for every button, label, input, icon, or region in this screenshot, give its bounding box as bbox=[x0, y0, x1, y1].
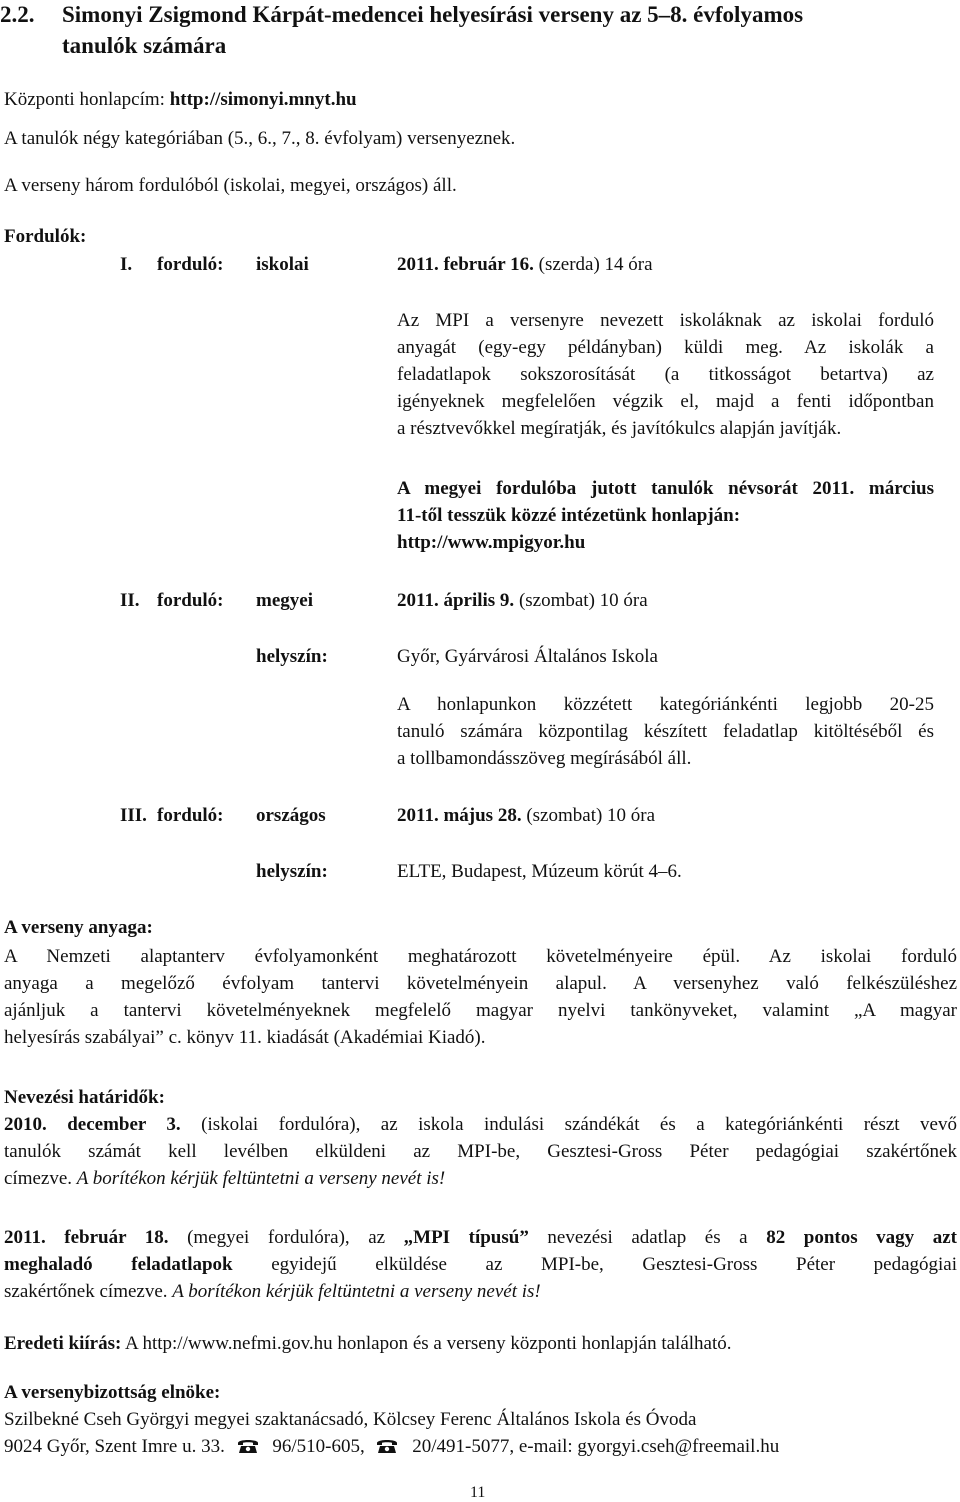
round3-keyword: forduló: bbox=[157, 805, 224, 826]
deadline2-part1: (megyei fordulóra), az bbox=[168, 1227, 404, 1248]
material-line: ajánljuk a tantervi követelményeknek megfelelő magyar nyelvi tankönyveket, valamint „A magyar bbox=[4, 1000, 957, 1021]
round3-date bbox=[397, 805, 655, 827]
original-label: Eredeti kiírás: bbox=[4, 1333, 122, 1354]
deadline1-line2: tanulók számát kell levélben elküldeni az MPI-be, Gesztesi-Gross Péter pedagógiai szakértőnek bbox=[4, 1141, 957, 1162]
deadline2-note: A borítékon kérjük feltüntetni a verseny nevét is! bbox=[172, 1281, 541, 1302]
homepage-label: Központi honlapcím: bbox=[4, 89, 170, 110]
round1-note bbox=[397, 478, 934, 559]
round3-date-rest: (szombat) 10 óra bbox=[521, 805, 656, 826]
round1-description bbox=[397, 310, 934, 445]
round1-note-line: A megyei fordulóba jutott tanulók névsorát 2011. március bbox=[397, 478, 934, 499]
page-number: 11 bbox=[470, 1484, 486, 1501]
round3-level: országos bbox=[256, 805, 326, 826]
round1-num: I. bbox=[120, 254, 133, 275]
round1-note-line: 11-től tesszük közzé intézetünk honlapján: bbox=[397, 505, 741, 526]
round1-note-url: http://www.mpigyor.hu bbox=[397, 532, 586, 553]
round2-description bbox=[397, 694, 934, 775]
section-title-line2: tanulók számára bbox=[62, 33, 227, 58]
section-title-line1: Simonyi Zsigmond Kárpát-medencei helyesírási verseny az 5–8. évfolyamos bbox=[62, 2, 804, 27]
round1-desc-line: feladatlapok sokszorosítását (a titkosságot betartva) az bbox=[397, 364, 934, 385]
material-body bbox=[4, 946, 957, 1054]
deadline2-line2-bold: meghaladó feladatlapok bbox=[4, 1254, 233, 1275]
deadline-1 bbox=[4, 1114, 957, 1195]
deadlines-heading: Nevezési határidők: bbox=[4, 1087, 165, 1108]
telephone-icon bbox=[236, 1437, 260, 1454]
deadline2-line3 bbox=[4, 1281, 957, 1308]
deadline1-line1 bbox=[4, 1114, 957, 1141]
deadline2-line2 bbox=[4, 1254, 957, 1281]
original-text: A http://www.nefmi.gov.hu honlapon és a verseny központi honlapján található. bbox=[121, 1333, 732, 1354]
deadline2-form-name: „MPI típusú” bbox=[403, 1227, 529, 1248]
round1-keyword: forduló: bbox=[157, 254, 224, 275]
round3-num: III. bbox=[120, 805, 147, 826]
round3-venue-label: helyszín: bbox=[256, 861, 328, 882]
categories-text: A tanulók négy kategóriában (5., 6., 7., 8. évfolyam) versenyeznek. bbox=[4, 128, 516, 149]
material-line: anyaga a megelőző évfolyam tantervi követelményein alapul. A versenyhez való felkészüléshez bbox=[4, 973, 957, 994]
deadline1-date: 2010. december 3. bbox=[4, 1114, 181, 1135]
deadline2-bold-end: 82 pontos vagy azt bbox=[766, 1227, 957, 1248]
round1-level: iskolai bbox=[256, 254, 309, 275]
round2-desc-line: A honlapunkon közzétett kategóriánkénti legjobb 20-25 bbox=[397, 694, 934, 715]
committee-heading: A versenybizottság elnöke: bbox=[4, 1382, 221, 1403]
material-heading: A verseny anyaga: bbox=[4, 917, 153, 938]
deadline1-note: A borítékon kérjük feltüntetni a verseny nevét is! bbox=[76, 1168, 446, 1189]
round2-keyword: forduló: bbox=[157, 590, 224, 611]
round2-desc-line: a tollbamondásszöveg megírásából áll. bbox=[397, 748, 692, 769]
material-line: A Nemzeti alaptanterv évfolyamonként meghatározott követelményeire épül. Az iskolai forduló bbox=[4, 946, 957, 967]
round2-num: II. bbox=[120, 590, 140, 611]
round1-date bbox=[397, 254, 653, 276]
deadline1-line1-rest: (iskolai fordulóra), az iskola indulási szándékát és a kategóriánkénti részt vevő bbox=[180, 1114, 957, 1135]
round1-desc-line: igényeknek megfelelően végzik el, majd a fenti időpontban bbox=[397, 391, 934, 412]
deadline1-line3 bbox=[4, 1168, 957, 1195]
deadline2-line2-rest: egyidejű elküldése az MPI-be, Gesztesi-Gross Péter pedagógiai bbox=[232, 1254, 957, 1275]
round2-level: megyei bbox=[256, 590, 313, 611]
round2-date-rest: (szombat) 10 óra bbox=[514, 590, 648, 611]
committee-phone2: 20/491-5077, e-mail: gyorgyi.cseh@freemail.hu bbox=[412, 1436, 780, 1457]
round2-venue-label: helyszín: bbox=[256, 646, 328, 667]
round1-desc-line: Az MPI a versenyre nevezett iskoláknak az iskolai forduló bbox=[397, 310, 934, 331]
committee-line1: Szilbekné Cseh Györgyi megyei szaktanácsadó, Kölcsey Ferenc Általános Iskola és Óvoda bbox=[4, 1409, 697, 1430]
round2-date bbox=[397, 590, 648, 612]
section-number: 2.2. bbox=[0, 2, 35, 27]
committee-contact bbox=[4, 1436, 779, 1458]
round3-date-bold: 2011. május 28. bbox=[397, 805, 522, 826]
round1-date-rest: (szerda) 14 óra bbox=[533, 254, 653, 275]
rounds-desc-text: A verseny három fordulóból (iskolai, megyei, országos) áll. bbox=[4, 175, 457, 196]
deadline2-line1 bbox=[4, 1227, 957, 1254]
round1-desc-line: a résztvevőkkel megíratják, és javítókulcs alapján javítják. bbox=[397, 418, 842, 439]
committee-phone1: 96/510-605, bbox=[272, 1436, 365, 1457]
telephone-icon bbox=[375, 1437, 399, 1454]
deadline1-line3-plain: címezve. bbox=[4, 1168, 77, 1189]
material-line-last: helyesírás szabályai” c. könyv 11. kiadását (Akadémiai Kiadó). bbox=[4, 1027, 486, 1048]
rounds-label: Fordulók: bbox=[4, 226, 87, 247]
round1-desc-line: anyagát (egy-egy példányban) küldi meg. Az iskolák a bbox=[397, 337, 934, 358]
deadline2-part2: nevezési adatlap és a bbox=[528, 1227, 767, 1248]
original-line bbox=[4, 1333, 732, 1355]
deadline2-date: 2011. február 18. bbox=[4, 1227, 169, 1248]
round2-desc-line: tanuló számára központilag készített feladatlap kitöltéséből és bbox=[397, 721, 934, 742]
round2-venue: Győr, Gyárvárosi Általános Iskola bbox=[397, 646, 658, 667]
homepage-url: http://simonyi.mnyt.hu bbox=[169, 89, 357, 110]
committee-address: 9024 Győr, Szent Imre u. 33. bbox=[4, 1436, 225, 1457]
round3-venue: ELTE, Budapest, Múzeum körút 4–6. bbox=[397, 861, 682, 882]
round2-date-bold: 2011. április 9. bbox=[397, 590, 515, 611]
round1-date-bold: 2011. február 16. bbox=[397, 254, 534, 275]
deadline2-line3-plain: szakértőnek címezve. bbox=[4, 1281, 173, 1302]
deadline-2 bbox=[4, 1227, 957, 1308]
homepage-line bbox=[4, 89, 357, 111]
